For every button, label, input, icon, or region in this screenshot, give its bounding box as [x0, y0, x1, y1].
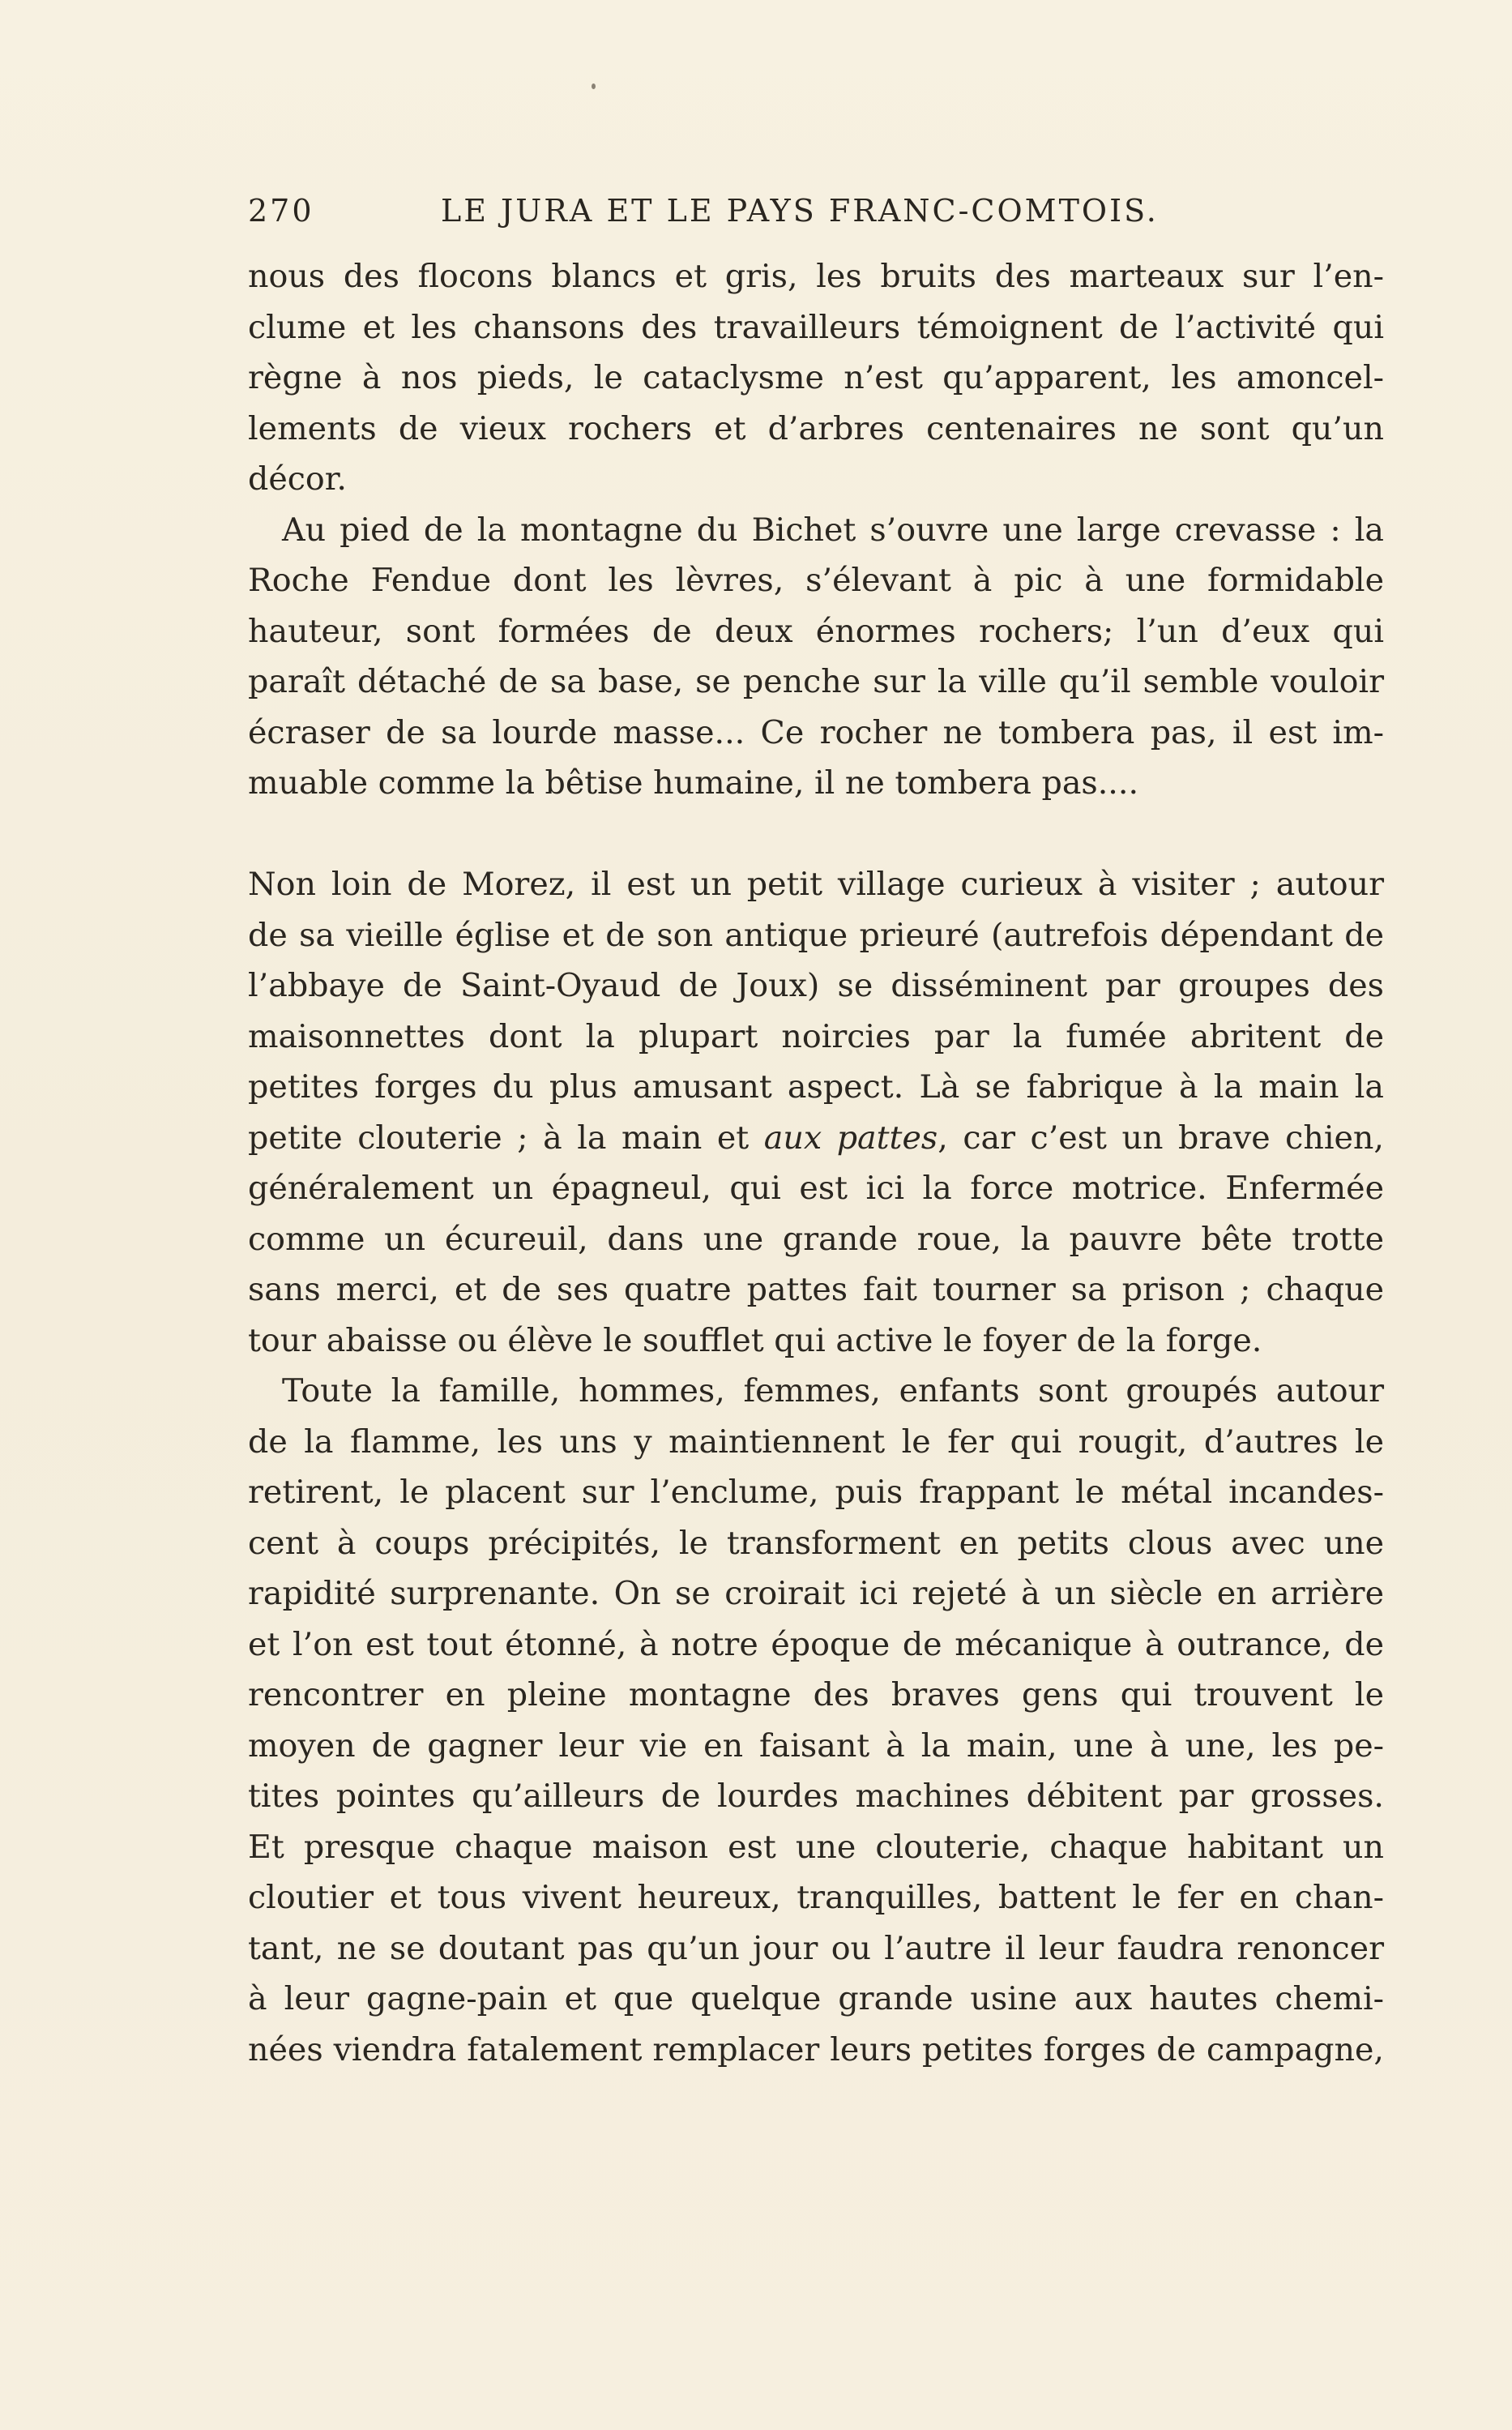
text-line: l’abbaye de Saint-Oyaud de Joux) se disséminent par groupes des [248, 967, 1384, 1004]
text-line: sans merci, et de ses quatre pattes fait tourner sa prison ; chaque [248, 1271, 1384, 1308]
text-line: lements de vieux rochers et d’arbres centenaires ne sont qu’un [248, 409, 1384, 447]
text-line-with-italic [248, 1113, 1384, 1164]
text-line: cloutier et tous vivent heureux, tranquilles, battent le fer en chan- [248, 1879, 1384, 1916]
text-line: rapidité surprenante. On se croirait ici rejeté à un siècle en arrière [248, 1575, 1384, 1612]
text-line: de sa vieille église et de son antique prieuré (autrefois dépendant de [248, 916, 1384, 954]
text-line: nous des flocons blancs et gris, les bruits des marteaux sur l’en- [248, 258, 1384, 295]
text-line: paraît détaché de sa base, se penche sur la ville qu’il semble vouloir [248, 663, 1384, 700]
text-line: règne à nos pieds, le cataclysme n’est qu’apparent, les amoncel- [248, 359, 1384, 396]
text-line: généralement un épagneul, qui est ici la force motrice. Enfermée [248, 1170, 1384, 1207]
text-line: tant, ne se doutant pas qu’un jour ou l’autre il leur faudra renoncer [248, 1929, 1384, 1967]
text-line: comme un écureuil, dans une grande roue, la pauvre bête trotte [248, 1220, 1384, 1258]
text-line: clume et les chansons des travailleurs témoignent de l’activité qui [248, 308, 1384, 346]
text-line: retirent, le placent sur l’enclume, puis frappant le métal incandes- [248, 1474, 1384, 1511]
text-segment: , car c’est un brave chien, [938, 1119, 1384, 1157]
text-line: Non loin de Morez, il est un petit village curieux à visiter ; autour [248, 866, 1384, 903]
text-segment: petite clouterie ; à la main et [248, 1119, 750, 1157]
text-line: tites pointes qu’ailleurs de lourdes machines débitent par grosses. [248, 1778, 1384, 1815]
running-title: LE JURA ET LE PAYS FRANC-COMTOIS. [441, 193, 1159, 229]
running-head [248, 188, 1384, 233]
text-line: écraser de sa lourde masse... Ce rocher ne tombera pas, il est im- [248, 713, 1384, 751]
text-line: de la flamme, les uns y maintiennent le fer qui rougit, d’autres le [248, 1422, 1384, 1461]
paragraph-famille-clouterie [248, 1366, 1384, 2075]
paragraph-roche-fendue [248, 505, 1384, 809]
text-line: maisonnettes dont la plupart noircies par la fumée abritent de [248, 1017, 1384, 1055]
text-line: Roche Fendue dont les lèvres, s’élevant à pic à une formidable [248, 562, 1384, 599]
text-line: tour abaisse ou élève le soufflet qui active le foyer de la forge. [248, 1321, 1262, 1359]
text-line: rencontrer en pleine montagne des braves gens qui trouvent le [248, 1676, 1384, 1713]
text-line: petites forges du plus amusant aspect. Là se fabrique à la main la [248, 1068, 1384, 1106]
ink-speck [592, 83, 596, 89]
text-line: décor. [248, 460, 347, 498]
body-text [248, 251, 1384, 2075]
text-line: nées viendra fatalement remplacer leurs petites forges de campagne, [248, 2030, 1384, 2068]
text-line: et l’on est tout étonné, à notre époque de mécanique à outrance, de [248, 1625, 1384, 1663]
page-number: 270 [248, 193, 314, 229]
text-line: hauteur, sont formées de deux énormes rochers; l’un d’eux qui [248, 612, 1384, 650]
text-line: cent à coups précipités, le transforment en petits clous avec une [248, 1524, 1384, 1562]
text-line: Et presque chaque maison est une clouterie, chaque habitant un [248, 1828, 1384, 1866]
section-gap [248, 809, 1384, 860]
text-line: muable comme la bêtise humaine, il ne tombera pas.... [248, 764, 1139, 802]
text-line: Toute la famille, hommes, femmes, enfants sont groupés autour [282, 1372, 1384, 1410]
text-line: Au pied de la montagne du Bichet s’ouvre une large crevasse : la [282, 511, 1384, 549]
text-line: moyen de gagner leur vie en faisant à la main, une à une, les pe- [248, 1726, 1384, 1765]
paragraph-continuation [248, 251, 1384, 505]
paragraph-village-forges [248, 859, 1384, 1366]
text-line: à leur gagne-pain et que quelque grande usine aux hautes chemi- [248, 1980, 1384, 2017]
italic-phrase: aux pattes [763, 1119, 938, 1157]
